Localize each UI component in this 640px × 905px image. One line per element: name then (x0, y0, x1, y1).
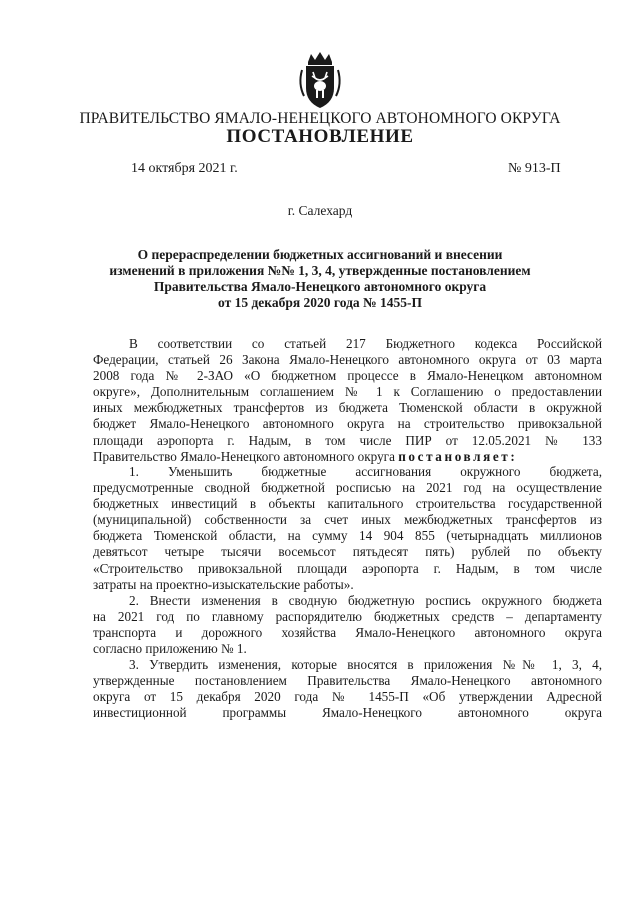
text-line: бюджетных инвестиций в объекты капитального строительства государственной (93, 496, 602, 512)
text-line: инвестиционной программы Ямало-Ненецкого автономного округа (93, 705, 602, 721)
item-3-paragraph (93, 657, 602, 721)
coat-of-arms-icon (296, 50, 344, 110)
document-city: г. Салехард (287, 203, 353, 218)
text-line: бюджет Ямало-Ненецкого автономного округа на строительство привокзальной (93, 416, 602, 432)
text-line: утвержденные постановлением Правительства Ямало-Ненецкого автономного (93, 673, 602, 689)
text-line (93, 449, 602, 465)
document-date: 14 октября 2021 г. (131, 161, 238, 176)
title-line: О перераспределении бюджетных ассигнований и внесении (137, 247, 503, 262)
text-line: транспорта и дорожного хозяйства Ямало-Ненецкого автономного округа (93, 625, 602, 641)
document-type: ПОСТАНОВЛЕНИЕ (226, 126, 414, 147)
text-line: округа от 15 декабря 2020 года № 1455-П «Об утверждении Адресной (93, 689, 602, 705)
document-number: № 913-П (508, 161, 561, 176)
text-line: бюджета Тюменской области, на сумму 14 904 855 (четырнадцать миллионов (93, 528, 602, 544)
text-line: Федерации, статьей 26 Закона Ямало-Ненецкого автономного округа от 03 марта (93, 352, 602, 368)
item-2-paragraph (93, 593, 602, 657)
text-line: площади аэропорта г. Надым, в том числе ПИР от 12.05.2021 № 133 (93, 432, 602, 448)
text-line: 3. Утвердить изменения, которые вносятся в приложения №№ 1, 3, 4, (129, 657, 602, 672)
document-title (90, 247, 550, 311)
text-line: согласно приложению № 1. (93, 641, 247, 657)
text-line: «Строительство привокзальной площади аэропорта г. Надым, в том числе (93, 560, 602, 576)
item-1-paragraph (93, 464, 602, 593)
preamble-paragraph (93, 336, 602, 465)
title-line: от 15 декабря 2020 года № 1455-П (218, 295, 422, 310)
text-line: иных межбюджетных трансфертов из бюджета Тюменской области в окружной (93, 400, 602, 416)
resolution-verb: постановляет: (398, 448, 518, 464)
text-line: 2. Внести изменения в сводную бюджетную роспись окружного бюджета (129, 593, 602, 608)
text-line: (муниципальной) собственности за счет иных межбюджетных трансфертов из (93, 512, 602, 528)
text-line: предусмотренные сводной бюджетной росписью на 2021 год на осуществление (93, 480, 602, 496)
text-line: на 2021 год по главному распорядителю бюджетных средств – департаменту (93, 609, 602, 625)
text-line: 1. Уменьшить бюджетные ассигнования окружного бюджета, (129, 464, 602, 479)
text-line: 2008 года № 2-ЗАО «О бюджетном процессе в Ямало-Ненецком автономном (93, 368, 602, 384)
title-line: изменений в приложения №№ 1, 3, 4, утвержденные постановлением (109, 263, 531, 278)
government-name: ПРАВИТЕЛЬСТВО ЯМАЛО-НЕНЕЦКОГО АВТОНОМНОГО ОКРУГА (79, 110, 561, 127)
text-line: округе», Дополнительным соглашением № 1 к Соглашению о предоставлении (93, 384, 602, 400)
text-line: девятьсот четыре тысячи восемьсот пятьдесят пять) рублей по объекту (93, 544, 602, 560)
title-line: Правительства Ямало-Ненецкого автономного округа (153, 279, 487, 294)
text-fragment: Правительство Ямало-Ненецкого автономного округа (93, 448, 399, 464)
text-line: В соответствии со статьей 217 Бюджетного кодекса Российской (129, 336, 602, 351)
text-line: затраты на проектно-изыскательские работы». (93, 576, 354, 592)
